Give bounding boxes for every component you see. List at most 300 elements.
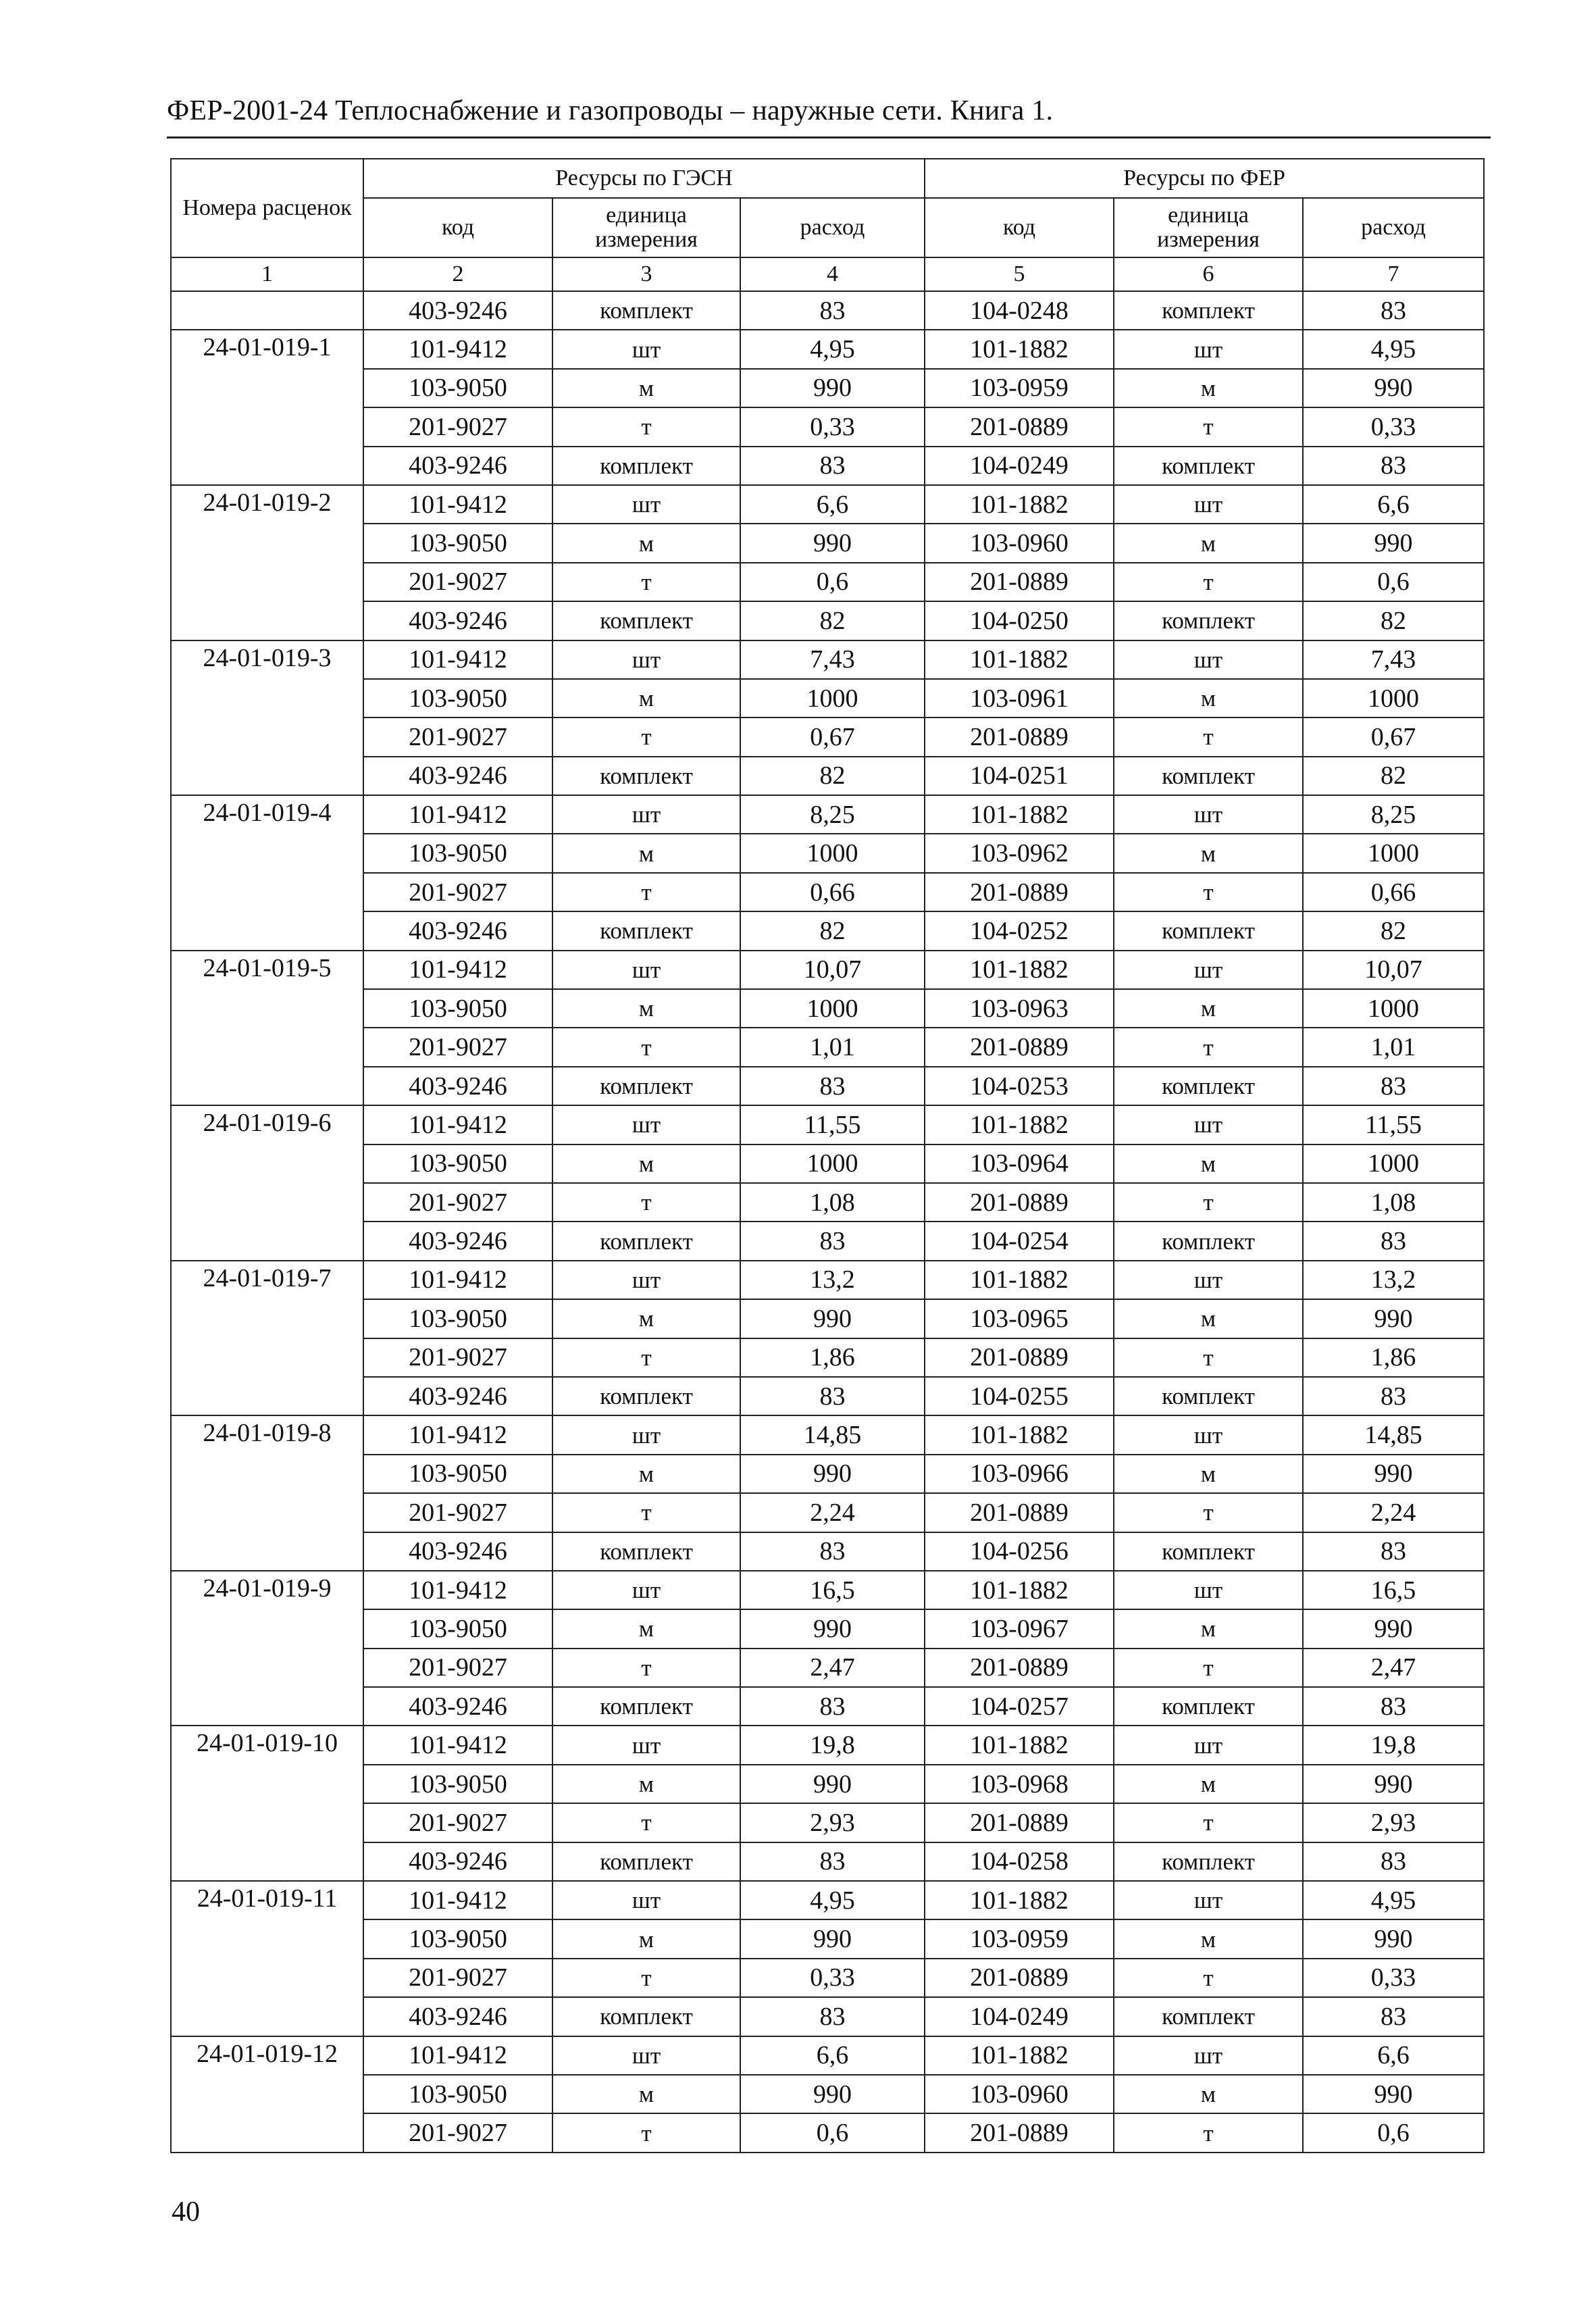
- fer-consumption-cell: 1,01: [1303, 1028, 1484, 1066]
- table-row: [171, 1532, 1484, 1571]
- table-row: [171, 1415, 1484, 1454]
- gesn-unit-cell: т: [552, 1493, 740, 1532]
- gesn-code-header: код: [363, 198, 552, 257]
- fer-unit-cell: м: [1114, 2075, 1303, 2113]
- fer-consumption-cell: 10,07: [1303, 951, 1484, 989]
- fer-unit-cell: шт: [1114, 1415, 1303, 1454]
- fer-unit-cell: комплект: [1114, 1067, 1303, 1105]
- table-row: [171, 1493, 1484, 1532]
- gesn-unit-cell: комплект: [552, 1067, 740, 1105]
- fer-code-cell: 103-0960: [925, 524, 1114, 562]
- gesn-consumption-cell: 6,6: [740, 485, 925, 524]
- gesn-code-cell: 103-9050: [363, 1455, 552, 1493]
- column-number: 5: [925, 257, 1114, 291]
- gesn-code-cell: 403-9246: [363, 1067, 552, 1105]
- gesn-code-cell: 403-9246: [363, 1997, 552, 2036]
- fer-unit-cell: комплект: [1114, 1842, 1303, 1881]
- gesn-consumption-cell: 0,33: [740, 407, 925, 446]
- gesn-consumption-cell: 6,6: [740, 2036, 925, 2075]
- column-number: 3: [552, 257, 740, 291]
- gesn-unit-cell: м: [552, 1919, 740, 1958]
- rate-number-cell: 24-01-019-9: [171, 1571, 363, 1726]
- gesn-consumption-cell: 16,5: [740, 1571, 925, 1609]
- fer-unit-cell: т: [1114, 1649, 1303, 1687]
- fer-code-cell: 201-0889: [925, 407, 1114, 446]
- fer-unit-cell: шт: [1114, 1105, 1303, 1144]
- fer-code-cell: 104-0255: [925, 1377, 1114, 1415]
- fer-code-cell: 101-1882: [925, 1571, 1114, 1609]
- fer-code-cell: 103-0959: [925, 1919, 1114, 1958]
- gesn-code-cell: 101-9412: [363, 1105, 552, 1144]
- gesn-unit-cell: шт: [552, 951, 740, 989]
- gesn-code-cell: 403-9246: [363, 1222, 552, 1260]
- fer-consumption-cell: 990: [1303, 1609, 1484, 1648]
- fer-unit-cell: шт: [1114, 795, 1303, 834]
- gesn-unit-cell: т: [552, 1959, 740, 1997]
- table-row: [171, 1803, 1484, 1842]
- gesn-unit-cell: м: [552, 1609, 740, 1648]
- gesn-code-cell: 201-9027: [363, 1183, 552, 1222]
- fer-unit-cell: т: [1114, 563, 1303, 601]
- gesn-unit-cell: шт: [552, 330, 740, 368]
- gesn-consumption-cell: 1000: [740, 1145, 925, 1183]
- gesn-consumption-cell: 990: [740, 1299, 925, 1338]
- gesn-consumption-cell: 7,43: [740, 640, 925, 679]
- gesn-code-cell: 103-9050: [363, 1609, 552, 1648]
- fer-consumption-cell: 82: [1303, 911, 1484, 950]
- table-row: [171, 1997, 1484, 2036]
- fer-code-cell: 101-1882: [925, 1881, 1114, 1919]
- fer-unit-cell: комплект: [1114, 757, 1303, 795]
- fer-code-cell: 104-0252: [925, 911, 1114, 950]
- fer-consumption-cell: 1000: [1303, 679, 1484, 718]
- gesn-unit-cell: комплект: [552, 757, 740, 795]
- rate-number-cell: 24-01-019-7: [171, 1261, 363, 1416]
- gesn-unit-cell: шт: [552, 640, 740, 679]
- fer-consumption-cell: 0,33: [1303, 407, 1484, 446]
- gesn-consumption-cell: 83: [740, 1222, 925, 1260]
- gesn-consumption-cell: 0,6: [740, 2113, 925, 2152]
- gesn-consumption-cell: 19,8: [740, 1726, 925, 1764]
- fer-code-cell: 104-0249: [925, 1997, 1114, 2036]
- gesn-code-cell: 101-9412: [363, 640, 552, 679]
- gesn-code-cell: 103-9050: [363, 834, 552, 872]
- gesn-consumption-cell: 2,47: [740, 1649, 925, 1687]
- fer-unit-cell: м: [1114, 989, 1303, 1028]
- fer-unit-header: единица измерения: [1114, 198, 1303, 257]
- rate-numbers-header: Номера расценок: [171, 159, 363, 257]
- gesn-unit-cell: шт: [552, 1881, 740, 1919]
- fer-consumption-cell: 4,95: [1303, 330, 1484, 368]
- fer-code-cell: 201-0889: [925, 1493, 1114, 1532]
- gesn-consumption-cell: 8,25: [740, 795, 925, 834]
- gesn-unit-cell: т: [552, 718, 740, 756]
- fer-consumption-cell: 1,86: [1303, 1338, 1484, 1377]
- gesn-unit-cell: комплект: [552, 1222, 740, 1260]
- gesn-code-cell: 201-9027: [363, 1028, 552, 1066]
- table-row: [171, 679, 1484, 718]
- gesn-consumption-cell: 4,95: [740, 330, 925, 368]
- gesn-unit-cell: м: [552, 1145, 740, 1183]
- fer-consumption-cell: 83: [1303, 1377, 1484, 1415]
- gesn-unit-cell: м: [552, 524, 740, 562]
- fer-consumption-cell: 1000: [1303, 989, 1484, 1028]
- fer-unit-cell: комплект: [1114, 1532, 1303, 1571]
- gesn-consumption-cell: 83: [740, 1377, 925, 1415]
- column-number: 1: [171, 257, 363, 291]
- gesn-code-cell: 201-9027: [363, 1493, 552, 1532]
- table-row: [171, 873, 1484, 911]
- fer-code-cell: 101-1882: [925, 485, 1114, 524]
- gesn-code-cell: 201-9027: [363, 2113, 552, 2152]
- table-row: [171, 1338, 1484, 1377]
- fer-consumption-cell: 83: [1303, 1997, 1484, 2036]
- gesn-code-cell: 201-9027: [363, 1959, 552, 1997]
- gesn-consumption-cell: 0,67: [740, 718, 925, 756]
- gesn-consumption-cell: 0,33: [740, 1959, 925, 1997]
- table-row: [171, 1145, 1484, 1183]
- gesn-unit-cell: шт: [552, 1261, 740, 1299]
- gesn-code-cell: 101-9412: [363, 795, 552, 834]
- gesn-consumption-cell: 11,55: [740, 1105, 925, 1144]
- gesn-unit-cell: комплект: [552, 447, 740, 485]
- gesn-unit-cell: т: [552, 407, 740, 446]
- gesn-unit-cell: т: [552, 1028, 740, 1066]
- table-row: [171, 485, 1484, 524]
- fer-code-cell: 103-0959: [925, 369, 1114, 407]
- fer-consumption-cell: 990: [1303, 369, 1484, 407]
- gesn-consumption-cell: 10,07: [740, 951, 925, 989]
- header-rule: [167, 136, 1491, 139]
- gesn-consumption-cell: 0,6: [740, 563, 925, 601]
- fer-code-header: код: [925, 198, 1114, 257]
- gesn-code-cell: 201-9027: [363, 873, 552, 911]
- fer-unit-cell: т: [1114, 2113, 1303, 2152]
- gesn-consumption-cell: 83: [740, 1997, 925, 2036]
- fer-code-cell: 104-0250: [925, 601, 1114, 640]
- rate-number-cell: 24-01-019-10: [171, 1726, 363, 1881]
- table-body: [171, 291, 1484, 2153]
- table-row: [171, 407, 1484, 446]
- fer-unit-cell: т: [1114, 873, 1303, 911]
- gesn-consumption-cell: 990: [740, 1765, 925, 1803]
- gesn-code-cell: 103-9050: [363, 989, 552, 1028]
- fer-consumption-cell: 83: [1303, 291, 1484, 330]
- fer-consumption-cell: 83: [1303, 1687, 1484, 1726]
- fer-unit-cell: т: [1114, 718, 1303, 756]
- gesn-consumption-cell: 82: [740, 757, 925, 795]
- gesn-code-cell: 403-9246: [363, 757, 552, 795]
- table-row: [171, 291, 1484, 330]
- fer-unit-cell: шт: [1114, 1261, 1303, 1299]
- gesn-consumption-cell: 1,08: [740, 1183, 925, 1222]
- fer-unit-cell: шт: [1114, 1571, 1303, 1609]
- gesn-consumption-cell: 1000: [740, 989, 925, 1028]
- gesn-consumption-header: расход: [740, 198, 925, 257]
- fer-consumption-cell: 0,67: [1303, 718, 1484, 756]
- fer-unit-cell: м: [1114, 1455, 1303, 1493]
- fer-code-cell: 103-0968: [925, 1765, 1114, 1803]
- gesn-code-cell: 403-9246: [363, 911, 552, 950]
- fer-unit-cell: шт: [1114, 951, 1303, 989]
- gesn-unit-cell: комплект: [552, 1842, 740, 1881]
- column-number: 4: [740, 257, 925, 291]
- gesn-unit-cell: т: [552, 563, 740, 601]
- gesn-unit-cell: т: [552, 2113, 740, 2152]
- fer-unit-cell: м: [1114, 679, 1303, 718]
- gesn-consumption-cell: 83: [740, 291, 925, 330]
- column-number: 2: [363, 257, 552, 291]
- gesn-code-cell: 403-9246: [363, 1842, 552, 1881]
- table-row: [171, 1455, 1484, 1493]
- gesn-code-cell: 403-9246: [363, 601, 552, 640]
- gesn-unit-cell: м: [552, 1455, 740, 1493]
- gesn-code-cell: 101-9412: [363, 330, 552, 368]
- rate-number-cell: 24-01-019-2: [171, 485, 363, 640]
- gesn-unit-cell: шт: [552, 1415, 740, 1454]
- fer-code-cell: 101-1882: [925, 1105, 1114, 1144]
- fer-code-cell: 201-0889: [925, 1183, 1114, 1222]
- fer-consumption-cell: 16,5: [1303, 1571, 1484, 1609]
- table-row: [171, 1649, 1484, 1687]
- gesn-unit-cell: комплект: [552, 1532, 740, 1571]
- fer-consumption-cell: 19,8: [1303, 1726, 1484, 1764]
- gesn-consumption-cell: 14,85: [740, 1415, 925, 1454]
- gesn-code-cell: 403-9246: [363, 447, 552, 485]
- table-row: [171, 1028, 1484, 1066]
- fer-consumption-cell: 2,47: [1303, 1649, 1484, 1687]
- fer-unit-cell: комплект: [1114, 911, 1303, 950]
- gesn-unit-cell: м: [552, 989, 740, 1028]
- gesn-consumption-cell: 1,86: [740, 1338, 925, 1377]
- fer-unit-cell: шт: [1114, 640, 1303, 679]
- table-row: [171, 1765, 1484, 1803]
- table-row: [171, 1726, 1484, 1764]
- fer-code-cell: 201-0889: [925, 1338, 1114, 1377]
- fer-code-cell: 201-0889: [925, 873, 1114, 911]
- fer-consumption-cell: 83: [1303, 1067, 1484, 1105]
- fer-code-cell: 101-1882: [925, 2036, 1114, 2075]
- table-row: [171, 601, 1484, 640]
- fer-consumption-cell: 7,43: [1303, 640, 1484, 679]
- gesn-unit-cell: шт: [552, 1726, 740, 1764]
- table-row: [171, 1222, 1484, 1260]
- table-row: [171, 1571, 1484, 1609]
- column-number: 7: [1303, 257, 1484, 291]
- fer-code-cell: 104-0249: [925, 447, 1114, 485]
- gesn-unit-header: единица измерения: [552, 198, 740, 257]
- rate-number-cell: 24-01-019-11: [171, 1881, 363, 2036]
- gesn-code-cell: 101-9412: [363, 2036, 552, 2075]
- fer-code-cell: 104-0251: [925, 757, 1114, 795]
- fer-code-cell: 101-1882: [925, 330, 1114, 368]
- fer-unit-cell: т: [1114, 1493, 1303, 1532]
- gesn-consumption-cell: 990: [740, 2075, 925, 2113]
- fer-unit-cell: т: [1114, 1959, 1303, 1997]
- table-row: [171, 2075, 1484, 2113]
- table-row: [171, 1842, 1484, 1881]
- gesn-unit-cell: т: [552, 873, 740, 911]
- rate-number-cell: 24-01-019-1: [171, 330, 363, 485]
- fer-unit-cell: комплект: [1114, 1222, 1303, 1260]
- gesn-code-cell: 103-9050: [363, 1919, 552, 1958]
- fer-unit-cell: комплект: [1114, 291, 1303, 330]
- fer-consumption-cell: 990: [1303, 524, 1484, 562]
- rate-number-cell: 24-01-019-4: [171, 795, 363, 951]
- fer-unit-cell: м: [1114, 1765, 1303, 1803]
- gesn-code-cell: 101-9412: [363, 485, 552, 524]
- fer-code-cell: 201-0889: [925, 1028, 1114, 1066]
- gesn-consumption-cell: 2,93: [740, 1803, 925, 1842]
- fer-code-cell: 103-0960: [925, 2075, 1114, 2113]
- fer-consumption-cell: 13,2: [1303, 1261, 1484, 1299]
- fer-consumption-cell: 2,93: [1303, 1803, 1484, 1842]
- fer-resources-header: Ресурсы по ФЕР: [925, 159, 1484, 198]
- gesn-code-cell: 101-9412: [363, 1571, 552, 1609]
- fer-code-cell: 104-0258: [925, 1842, 1114, 1881]
- gesn-consumption-cell: 83: [740, 1687, 925, 1726]
- table-row: [171, 2036, 1484, 2075]
- gesn-code-cell: 103-9050: [363, 1145, 552, 1183]
- fer-unit-cell: шт: [1114, 485, 1303, 524]
- fer-code-cell: 101-1882: [925, 640, 1114, 679]
- table-row: [171, 834, 1484, 872]
- gesn-consumption-cell: 83: [740, 1067, 925, 1105]
- fer-unit-cell: т: [1114, 1183, 1303, 1222]
- fer-unit-cell: м: [1114, 1299, 1303, 1338]
- fer-code-cell: 201-0889: [925, 1649, 1114, 1687]
- gesn-code-cell: 103-9050: [363, 1299, 552, 1338]
- gesn-unit-cell: шт: [552, 1105, 740, 1144]
- gesn-consumption-cell: 2,24: [740, 1493, 925, 1532]
- fer-code-cell: 103-0965: [925, 1299, 1114, 1338]
- table-row: [171, 1609, 1484, 1648]
- gesn-unit-cell: т: [552, 1649, 740, 1687]
- fer-consumption-cell: 82: [1303, 601, 1484, 640]
- gesn-consumption-cell: 83: [740, 447, 925, 485]
- fer-unit-cell: м: [1114, 834, 1303, 872]
- fer-unit-cell: комплект: [1114, 1687, 1303, 1726]
- fer-code-cell: 101-1882: [925, 1415, 1114, 1454]
- fer-unit-cell: т: [1114, 1028, 1303, 1066]
- fer-code-cell: 104-0256: [925, 1532, 1114, 1571]
- table-row: [171, 757, 1484, 795]
- gesn-unit-cell: комплект: [552, 911, 740, 950]
- table-row: [171, 911, 1484, 950]
- gesn-unit-cell: м: [552, 2075, 740, 2113]
- rate-number-cell: 24-01-019-5: [171, 951, 363, 1106]
- gesn-consumption-cell: 0,66: [740, 873, 925, 911]
- table-row: [171, 951, 1484, 989]
- fer-unit-cell: комплект: [1114, 447, 1303, 485]
- fer-unit-cell: м: [1114, 1609, 1303, 1648]
- column-number: 6: [1114, 257, 1303, 291]
- gesn-consumption-cell: 990: [740, 1919, 925, 1958]
- fer-unit-cell: м: [1114, 524, 1303, 562]
- gesn-unit-cell: шт: [552, 795, 740, 834]
- gesn-consumption-cell: 990: [740, 1609, 925, 1648]
- gesn-code-cell: 201-9027: [363, 1803, 552, 1842]
- fer-code-cell: 201-0889: [925, 1959, 1114, 1997]
- gesn-code-cell: 201-9027: [363, 1338, 552, 1377]
- gesn-code-cell: 103-9050: [363, 524, 552, 562]
- fer-consumption-header: расход: [1303, 198, 1484, 257]
- fer-consumption-cell: 8,25: [1303, 795, 1484, 834]
- fer-code-cell: 103-0963: [925, 989, 1114, 1028]
- gesn-consumption-cell: 4,95: [740, 1881, 925, 1919]
- fer-code-cell: 103-0967: [925, 1609, 1114, 1648]
- table-row: [171, 1105, 1484, 1144]
- fer-consumption-cell: 0,66: [1303, 873, 1484, 911]
- gesn-unit-cell: комплект: [552, 1377, 740, 1415]
- fer-unit-cell: комплект: [1114, 1997, 1303, 2036]
- gesn-consumption-cell: 83: [740, 1532, 925, 1571]
- gesn-unit-cell: т: [552, 1338, 740, 1377]
- gesn-unit-cell: комплект: [552, 601, 740, 640]
- table-row: [171, 447, 1484, 485]
- table-row: [171, 563, 1484, 601]
- gesn-consumption-cell: 1,01: [740, 1028, 925, 1066]
- gesn-code-cell: 201-9027: [363, 718, 552, 756]
- page-number: 40: [172, 2196, 200, 2228]
- gesn-unit-cell: м: [552, 369, 740, 407]
- gesn-code-cell: 403-9246: [363, 1377, 552, 1415]
- fer-code-cell: 201-0889: [925, 718, 1114, 756]
- fer-consumption-cell: 1000: [1303, 834, 1484, 872]
- column-number-row: [171, 257, 1484, 291]
- gesn-unit-cell: шт: [552, 485, 740, 524]
- fer-code-cell: 101-1882: [925, 1261, 1114, 1299]
- gesn-code-cell: 403-9246: [363, 291, 552, 330]
- table-row: [171, 330, 1484, 368]
- gesn-consumption-cell: 990: [740, 524, 925, 562]
- gesn-unit-cell: комплект: [552, 291, 740, 330]
- gesn-code-cell: 201-9027: [363, 563, 552, 601]
- fer-unit-cell: комплект: [1114, 601, 1303, 640]
- gesn-code-cell: 103-9050: [363, 369, 552, 407]
- gesn-consumption-cell: 990: [740, 1455, 925, 1493]
- fer-consumption-cell: 990: [1303, 2075, 1484, 2113]
- fer-consumption-cell: 0,6: [1303, 2113, 1484, 2152]
- gesn-code-cell: 101-9412: [363, 1726, 552, 1764]
- fer-unit-cell: м: [1114, 1145, 1303, 1183]
- fer-code-cell: 104-0253: [925, 1067, 1114, 1105]
- fer-consumption-cell: 83: [1303, 1842, 1484, 1881]
- table-row: [171, 1067, 1484, 1105]
- fer-unit-cell: шт: [1114, 1726, 1303, 1764]
- fer-unit-cell: шт: [1114, 1881, 1303, 1919]
- fer-consumption-cell: 1000: [1303, 1145, 1484, 1183]
- table-row: [171, 2113, 1484, 2152]
- fer-consumption-cell: 990: [1303, 1919, 1484, 1958]
- gesn-code-cell: 103-9050: [363, 1765, 552, 1803]
- fer-unit-cell: м: [1114, 369, 1303, 407]
- table-row: [171, 718, 1484, 756]
- gesn-code-cell: 101-9412: [363, 951, 552, 989]
- gesn-resources-header: Ресурсы по ГЭСН: [363, 159, 925, 198]
- fer-consumption-cell: 14,85: [1303, 1415, 1484, 1454]
- fer-consumption-cell: 0,6: [1303, 563, 1484, 601]
- fer-consumption-cell: 990: [1303, 1299, 1484, 1338]
- gesn-consumption-cell: 83: [740, 1842, 925, 1881]
- gesn-consumption-cell: 13,2: [740, 1261, 925, 1299]
- table-row: [171, 640, 1484, 679]
- rate-number-cell: 24-01-019-6: [171, 1105, 363, 1261]
- table-row: [171, 795, 1484, 834]
- table-row: [171, 1881, 1484, 1919]
- fer-consumption-cell: 11,55: [1303, 1105, 1484, 1144]
- fer-unit-cell: т: [1114, 407, 1303, 446]
